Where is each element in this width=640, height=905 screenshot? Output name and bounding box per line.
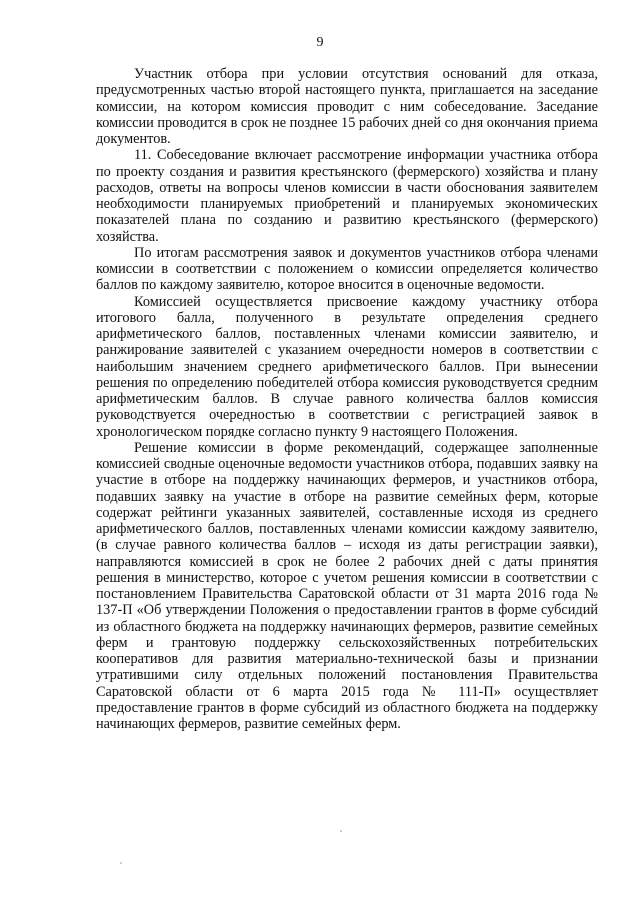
page-number: 9 bbox=[316, 35, 324, 50]
paragraph-commission-decision: Решение комиссии в форме рекомендаций, содержащее заполненные комиссией сводные оценочные ведомости участников отбора, подавших заявку на участие в отборе на поддержку начинающих фермеров, и участников отбора, подавших заявку на участие в отборе на развитие семейных ферм, которые содержат рейтинги указанных заявителей, составленные исходя из среднего арифметического баллов, поставленных членами комиссии каждому заявителю, (в случае равного количества баллов – исходя из даты регистрации заявки), направляются комиссией в срок не более 2 рабочих дней с даты принятия решения в министерство, которое с учетом решения комиссии в соответствии с постановлением Правительства Саратовской области от 31 марта 2016 года № 137-П «Об утверждении Положения о предоставлении грантов в форме субсидий из областного бюджета на поддержку начинающих фермеров, развитие семейных ферм и грантовую поддержку сельскохозяйственных потребительских кооперативов для развития материально-технической базы и признании утратившими силу отдельных положений постановления Правительства Саратовской области от 6 марта 2015 года № 111-П» осуществляет предоставление грантов в форме субсидий из областного бюджета на поддержку начинающих фермеров, развитие семейных ферм. bbox=[96, 439, 598, 732]
body-text bbox=[96, 66, 598, 732]
paragraph-scoring: По итогам рассмотрения заявок и документов участников отбора членами комиссии в соответствии с положением о комиссии определяется количество баллов по каждому заявителю, которое вносится в оценочные ведомости. bbox=[96, 244, 598, 294]
scan-speck bbox=[340, 830, 342, 832]
paragraph-interview-invitation: Участник отбора при условии отсутствия оснований для отказа, предусмотренных частью второй настоящего пункта, приглашается на заседание комиссии, на котором комиссия проводит с ним собеседование. Заседание комиссии проводится в срок не позднее 15 рабочих дней со дня окончания приема документов. bbox=[96, 66, 598, 147]
paragraph-ranking: Комиссией осуществляется присвоение каждому участнику отбора итогового балла, полученного в результате определения среднего арифметического баллов, поставленных членами комиссии заявителю, и ранжирование заявителей с указанием очередности номеров в соответствии с наибольшим значением среднего арифметического баллов. При вынесении решения по определению победителей отбора комиссия руководствуется средним арифметическим баллов. В случае равного количества баллов комиссия руководствуется очередностью в соответствии с регистрацией заявок в хронологическом порядке согласно пункту 9 настоящего Положения. bbox=[96, 293, 598, 440]
paragraph-11-interview: 11. Собеседование включает рассмотрение информации участника отбора по проекту создания и развития крестьянского (фермерского) хозяйства и плану расходов, ответы на вопросы членов комиссии в части обоснования заявителем необходимости планируемых приобретений и планируемых экономических показателей плана по созданию и развитию крестьянского (фермерского) хозяйства. bbox=[96, 147, 598, 245]
scan-speck bbox=[120, 862, 122, 864]
